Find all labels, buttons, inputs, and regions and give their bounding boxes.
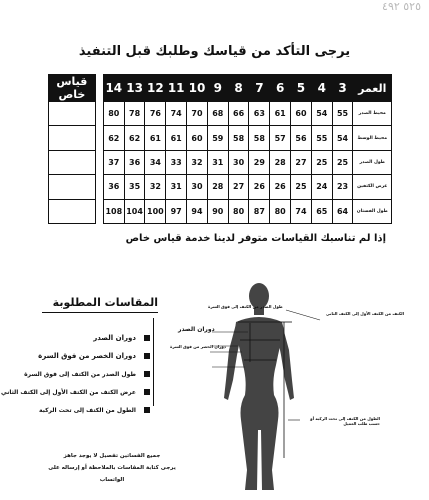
figure-label-chest-round: دوران الصدر — [178, 326, 215, 333]
requirement-text: دوران الصدر — [93, 334, 136, 342]
column-gap — [95, 150, 103, 174]
table-cell: 34 — [145, 150, 166, 174]
table-cell: 78 — [124, 102, 145, 126]
column-gap — [95, 199, 103, 223]
size-header: 4 — [311, 75, 332, 102]
table-row — [49, 102, 392, 126]
table-cell: 28 — [270, 150, 291, 174]
table-cell: 36 — [103, 175, 124, 199]
size-header: 8 — [228, 75, 249, 102]
row-label: محيط الصدر — [353, 102, 392, 126]
column-gap — [95, 75, 103, 102]
footer-line: جميع الفساتين تفصيل لا يوجد جاهز — [63, 453, 161, 459]
row-label: محيط الوسط — [353, 126, 392, 150]
custom-size-header: قياس خاص — [49, 75, 96, 102]
requirement-text: دوران الخصر من فوق السرة — [38, 352, 136, 360]
custom-size-cell[interactable] — [49, 126, 96, 150]
table-cell: 60 — [291, 102, 312, 126]
table-cell: 61 — [166, 126, 187, 150]
size-header: 10 — [187, 75, 208, 102]
custom-size-cell[interactable] — [49, 150, 96, 174]
table-row — [49, 199, 392, 223]
requirement-text: طول الصدر من الكتف إلى فوق السرة — [24, 370, 136, 378]
table-cell: 25 — [311, 150, 332, 174]
table-cell: 74 — [291, 199, 312, 223]
footer-line: يرجى كتابة المقاسات بالملاحظة أو إرساله على الواتساب — [48, 465, 176, 483]
size-header: 6 — [270, 75, 291, 102]
table-cell: 70 — [187, 102, 208, 126]
table-cell: 80 — [103, 102, 124, 126]
footer-note — [40, 450, 184, 486]
figure-label-waist: دوران الخصر من فوق السرة — [170, 344, 226, 349]
table-cell: 32 — [145, 175, 166, 199]
table-cell: 108 — [103, 199, 124, 223]
table-cell: 36 — [124, 150, 145, 174]
table-cell: 100 — [145, 199, 166, 223]
table-cell: 54 — [311, 102, 332, 126]
table-cell: 62 — [103, 126, 124, 150]
row-label: عرض الكتفين — [353, 175, 392, 199]
table-cell: 26 — [270, 175, 291, 199]
table-row — [49, 175, 392, 199]
table-cell: 28 — [207, 175, 228, 199]
table-header-row — [49, 75, 392, 102]
page-title: يرجى التأكد من قياسك وطلبك قبل التنفيذ — [78, 44, 351, 59]
figure-label-length: الطول من الكتف إلى تحت الركبة أو حسب طلب العميل — [310, 416, 380, 426]
size-header: 14 — [103, 75, 124, 102]
age-header: العمر — [353, 75, 392, 102]
figure-label-shoulders: الكتف من الكتف الأول إلى الكتف الثاني — [326, 311, 405, 316]
table-cell: 33 — [166, 150, 187, 174]
table-cell: 32 — [187, 150, 208, 174]
size-header: 3 — [332, 75, 353, 102]
custom-size-note: إذا لم تناسبك القياسات متوفر لدينا خدمة قياس خاص — [125, 233, 386, 244]
table-cell: 24 — [311, 175, 332, 199]
table-cell: 25 — [332, 150, 353, 174]
figure-label-chest-length: طول الصدر من الكتف إلى فوق السرة — [208, 304, 283, 309]
table-cell: 31 — [166, 175, 187, 199]
table-cell: 54 — [332, 126, 353, 150]
table-cell: 62 — [124, 126, 145, 150]
table-cell: 68 — [207, 102, 228, 126]
size-header: 9 — [207, 75, 228, 102]
size-header: 13 — [124, 75, 145, 102]
table-cell: 29 — [249, 150, 270, 174]
table-cell: 58 — [249, 126, 270, 150]
size-header: 7 — [249, 75, 270, 102]
table-cell: 104 — [124, 199, 145, 223]
column-gap — [95, 175, 103, 199]
table-cell: 26 — [249, 175, 270, 199]
table-cell: 94 — [187, 199, 208, 223]
table-cell: 61 — [145, 126, 166, 150]
table-cell: 80 — [270, 199, 291, 223]
table-cell: 37 — [103, 150, 124, 174]
table-cell: 25 — [291, 175, 312, 199]
size-header: 11 — [166, 75, 187, 102]
size-header: 12 — [145, 75, 166, 102]
table-cell: 65 — [311, 199, 332, 223]
table-cell: 31 — [207, 150, 228, 174]
row-label: طول الفستان — [353, 199, 392, 223]
table-cell: 64 — [332, 199, 353, 223]
requirements-title: المقاسات المطلوبة — [36, 296, 158, 309]
table-cell: 76 — [145, 102, 166, 126]
requirement-text: عرض الكتف من الكتف الأول إلى الكتف الثاني — [1, 388, 136, 396]
table-cell: 27 — [291, 150, 312, 174]
size-chart-table — [48, 74, 392, 224]
table-cell: 66 — [228, 102, 249, 126]
table-cell: 56 — [291, 126, 312, 150]
table-cell: 30 — [228, 150, 249, 174]
table-cell: 97 — [166, 199, 187, 223]
custom-size-cell[interactable] — [49, 102, 96, 126]
column-gap — [95, 126, 103, 150]
table-cell: 55 — [311, 126, 332, 150]
table-cell: 74 — [166, 102, 187, 126]
table-cell: 87 — [249, 199, 270, 223]
table-cell: 90 — [207, 199, 228, 223]
table-cell: 60 — [187, 126, 208, 150]
row-label: طول الصدر — [353, 150, 392, 174]
table-cell: 30 — [187, 175, 208, 199]
table-cell: 58 — [228, 126, 249, 150]
size-header: 5 — [291, 75, 312, 102]
table-row — [49, 126, 392, 150]
table-cell: 57 — [270, 126, 291, 150]
corner-text: ٥٢٥ ٤٩٢ — [382, 0, 421, 13]
custom-size-cell[interactable] — [49, 175, 96, 199]
table-cell: 63 — [249, 102, 270, 126]
column-gap — [95, 102, 103, 126]
table-cell: 61 — [270, 102, 291, 126]
table-cell: 35 — [124, 175, 145, 199]
requirement-text: الطول من الكتف إلى تحت الركبة — [38, 406, 136, 414]
table-cell: 59 — [207, 126, 228, 150]
table-cell: 23 — [332, 175, 353, 199]
table-row — [49, 150, 392, 174]
table-cell: 80 — [228, 199, 249, 223]
table-cell: 55 — [332, 102, 353, 126]
table-cell: 27 — [228, 175, 249, 199]
custom-size-cell[interactable] — [49, 199, 96, 223]
